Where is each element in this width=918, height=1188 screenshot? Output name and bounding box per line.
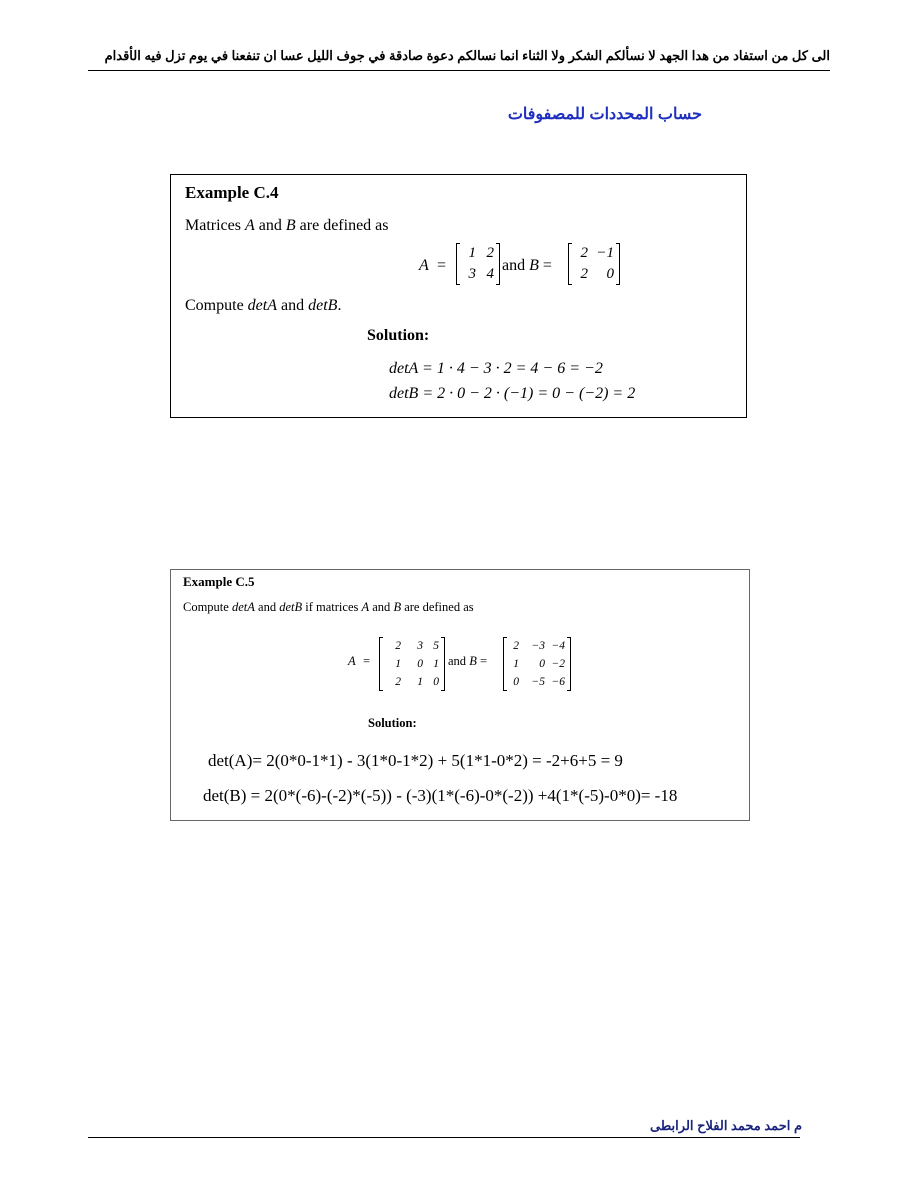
matrix-b-label: B (529, 257, 539, 274)
author-footer: م احمد محمد الفلاح الرابطى (650, 1118, 802, 1133)
matrix-b-cell: 1 (513, 658, 519, 670)
page-title: حساب المحددات للمصفوفات (507, 106, 702, 123)
solution-label: Solution: (368, 716, 417, 730)
matrix-a-cell: 2 (395, 676, 401, 688)
matrix-a (379, 637, 445, 691)
matrix-b-cell: −6 (551, 676, 565, 688)
compute-suffix: . (337, 297, 342, 314)
example-c5-heading: Example C.5 (183, 574, 255, 589)
matrix-a-cell: 0 (417, 658, 423, 670)
compute-prefix: Compute (185, 297, 244, 314)
matrix-b-cell: 0 (606, 266, 614, 282)
matrix-a-equals: = (363, 654, 371, 668)
matrix-a-equals: = (437, 257, 447, 274)
matrix-a-cell: 0 (433, 676, 439, 688)
solution-line-deta: detA = 1 · 4 − 3 · 2 = 4 − 6 = −2 (389, 360, 603, 377)
footer-divider (88, 1137, 800, 1138)
example-c4-intro (185, 217, 389, 235)
matrix-b-cell: −2 (551, 658, 565, 670)
matrix-a-cell: 5 (433, 640, 439, 652)
matrix-a-cell: 2 (395, 640, 401, 652)
matrix-a-label: A (348, 654, 356, 668)
matrix-a-label: A (419, 257, 429, 274)
compute-var-b: B (393, 600, 402, 614)
matrix-b (568, 243, 620, 285)
intro-prefix: Matrices (185, 217, 241, 234)
matrix-b-cell: 2 (580, 245, 588, 261)
and-text: and (448, 654, 467, 668)
example-c5-compute (183, 600, 474, 615)
compute-and: and (281, 297, 305, 314)
example-c4-box (170, 174, 747, 418)
compute-suffix: are defined as (404, 600, 474, 614)
matrix-b-cell: −1 (596, 245, 614, 261)
matrix-a-cell: 1 (395, 658, 401, 670)
matrix-a-cell: 3 (468, 266, 476, 282)
matrix-a-cell: 1 (417, 676, 423, 688)
solution-det-b: det(B) = 2(0*(-6)-(-2)*(-5)) - (-3)(1*(-6)-0*(-2)) +4(1*(-5)-0*0)= -18 (203, 786, 678, 805)
intro-var-b: B (285, 217, 296, 234)
matrix-b-cell: 0 (513, 676, 519, 688)
intro-suffix: are defined as (299, 217, 389, 234)
matrix-b (503, 637, 571, 691)
page-header-dedication: الى كل من استفاد من هدا الجهد لا نسألكم الشكر ولا الثناء انما نسالكم دعوة صادقة في جوف الليل عسا ان تنفعنا في يوم تزل فيه الأقدام (104, 48, 830, 63)
compute-prefix: Compute (183, 600, 229, 614)
matrix-a-cell: 1 (468, 245, 476, 261)
matrix-and (502, 257, 552, 275)
compute-and2: and (372, 600, 391, 614)
compute-var-a: A (361, 600, 370, 614)
matrix-b-label: B (469, 654, 477, 668)
compute-deta: detA (231, 600, 255, 614)
example-c4-heading: Example C.4 (185, 183, 279, 202)
compute-and: and (258, 600, 277, 614)
intro-and: and (258, 217, 282, 234)
solution-det-a: det(A)= 2(0*0-1*1) - 3(1*0-1*2) + 5(1*1-0*2) = -2+6+5 = 9 (208, 751, 623, 770)
matrix-b-equals: = (542, 257, 552, 274)
matrix-b-equals: = (479, 654, 488, 668)
compute-if: if matrices (305, 600, 359, 614)
matrix-b-cell: −4 (551, 640, 565, 652)
matrix-a-cell: 1 (433, 658, 439, 670)
compute-detb: detB (308, 297, 338, 314)
example-c4-compute (185, 297, 341, 315)
matrix-b-cell: −3 (531, 640, 545, 652)
matrix-a-cell: 3 (417, 640, 423, 652)
header-divider (88, 70, 830, 71)
and-text: and (502, 257, 526, 274)
intro-var-a: A (244, 217, 255, 234)
compute-detb: detB (279, 600, 303, 614)
matrix-b-cell: −5 (531, 676, 545, 688)
matrix-a-cell: 2 (486, 245, 494, 261)
solution-label: Solution: (367, 327, 430, 344)
matrix-a-cell: 4 (486, 266, 494, 282)
matrix-b-cell: 2 (513, 640, 519, 652)
matrix-b-cell: 0 (539, 658, 545, 670)
matrix-b-cell: 2 (580, 266, 588, 282)
matrix-a (456, 243, 500, 285)
solution-line-detb: detB = 2 · 0 − 2 · (−1) = 0 − (−2) = 2 (389, 385, 636, 402)
matrix-and (448, 654, 487, 669)
compute-deta: detA (247, 297, 277, 314)
example-c5-box (170, 569, 750, 821)
